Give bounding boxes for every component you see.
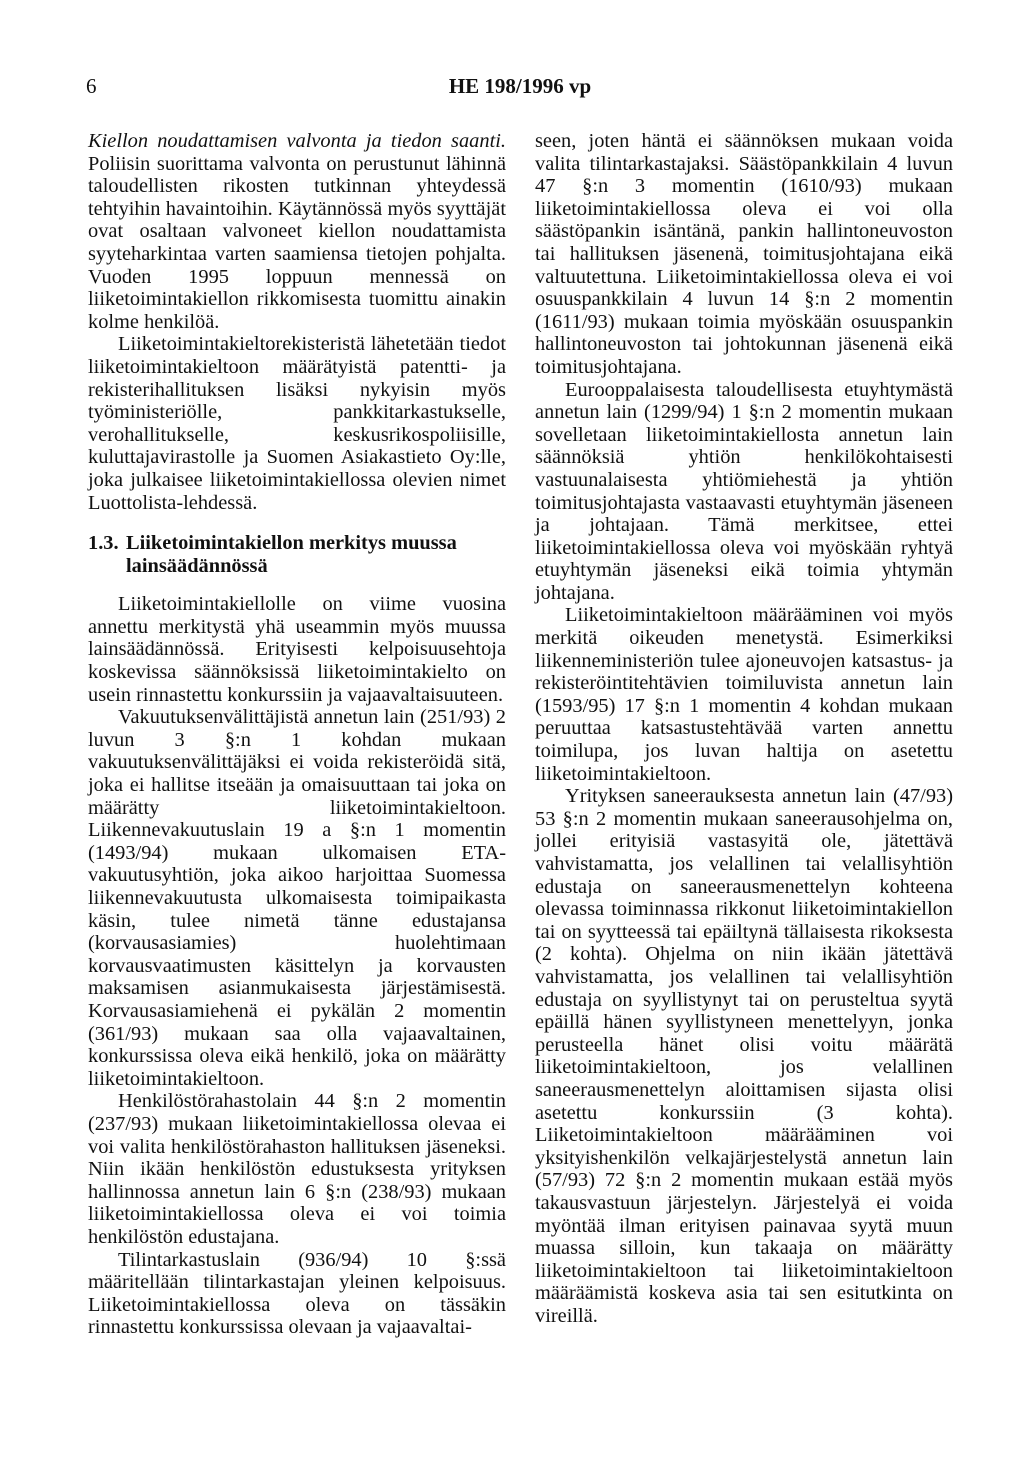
paragraph-text: Poliisin suorittama valvonta on perustunut lähinnä taloudellisten rikosten tutkinnan yhteydessä tehtyihin havaintoihin. Käytännössä myös syyttäjät ovat osaltaan valvoneet kiellon noudattamista syyteharkintaa varten saamiensa tietojen pohjalta. Vuoden 1995 loppuun mennessä on liiketoimintakiellon rikkomisesta tuomittu ainakin kolme henkilöä. bbox=[88, 152, 506, 333]
paragraph: Yrityksen saneerauksesta annetun lain (47/93) 53 §:n 2 momentin mukaan saneerausohjelma on, jollei erityisiä vastasyitä ole, jätettävä vahvistamatta, jos velallinen tai velallisyhtiön edustaja on saneerausmenettelyn kohteena olevassa toiminnassa rikkonut liiketoimintakiellon tai on syytteessä tai epäiltynä tällaisesta rikoksesta (2 kohta). Ohjelma on niin ikään jätettävä vahvistamatta, jos velallinen tai velallisyhtiön edustaja on syyllistynyt tai on perusteltua syytä epäillä hänen syyllistyneen menettelyyn, jonka perusteella hänet olisi voitu määrätä liiketoimintakieltoon, jos velallinen saneerausmenettelyn aloittamisen sijasta olisi asetettu konkurssiin (3 kohta). Liiketoimintakieltoon määrääminen voi yksityishenkilön velkajärjestelystä annetun lain (57/93) 72 §:n 2 momentin mukaan estää myös takausvastuun järjestelyn. Järjestelyä ei voida myöntää ilman erityisen painavaa syytä muun muassa silloin, kun takaaja on määrätty liiketoimintakieltoon tai liiketoimintakieltoon määräämistä koskeva asia tai sen esitutkinta on vireillä. bbox=[535, 785, 953, 1327]
paragraph: Tilintarkastuslain (936/94) 10 §:ssä määritellään tilintarkastajan yleinen kelpoisuus. Liiketoimintakiellossa oleva on tässäkin rinnastettu konkurssissa olevaan ja vajaavaltai- bbox=[88, 1248, 506, 1339]
left-column bbox=[88, 130, 506, 1339]
run-in-heading: Kiellon noudattamisen valvonta ja tiedon saanti. bbox=[88, 130, 506, 152]
section-heading bbox=[88, 532, 506, 577]
paragraph: Liiketoimintakieltorekisteristä lähetetään tiedot liiketoimintakieltoon määrätyistä patentti- ja rekisterihallituksen lisäksi nykyisin myös työministeriölle, pankkitarkastukselle, verohallitukselle, keskusrikospoliisille, kuluttajavirastolle ja Suomen Asiakastieto Oy:lle, joka julkaisee liiketoimintakiellossa olevien nimet Luottolista-lehdessä. bbox=[88, 333, 506, 514]
running-title: HE 198/1996 vp bbox=[448, 74, 592, 98]
section-number: 1.3. bbox=[88, 532, 119, 555]
paragraph: Henkilöstörahastolain 44 §:n 2 momentin (237/93) mukaan liiketoimintakiellossa olevaa ei voi valita henkilöstörahaston hallituksen jäseneksi. Niin ikään henkilöstön edustuksesta yrityksen hallinnossa annetun lain 6 §:n (238/93) mukaan liiketoimintakiellossa oleva ei voi toimia henkilöstön edustajana. bbox=[88, 1090, 506, 1248]
paragraph: Liiketoimintakieltoon määrääminen voi myös merkitä oikeuden menetystä. Esimerkiksi liikenneministeriön tulee ajoneuvojen katsastus- ja rekisteröintitehtävien toimiluvista annetun lain (1593/95) 17 §:n 1 momentin 4 kohdan mukaan peruuttaa katsastustehtävää varten annettu toimilupa, jos luvan haltija on asetettu liiketoimintakieltoon. bbox=[535, 604, 953, 785]
paragraph: Liiketoimintakiellolle on viime vuosina annettu merkitystä yhä useammin myös muussa lainsäädännössä. Erityisesti kelpoisuusehtoja koskevissa säännöksissä liiketoimintakielto on usein rinnastettu konkurssiin ja vajaavaltaisuuteen. bbox=[88, 593, 506, 706]
page-number: 6 bbox=[86, 74, 97, 98]
right-column bbox=[535, 130, 953, 1327]
section-title: Liiketoimintakiellon merkitys muussa lainsäädännössä bbox=[126, 532, 457, 577]
paragraph: Eurooppalaisesta taloudellisesta etuyhtymästä annetun lain (1299/94) 1 §:n 2 momentin mukaan sovelletaan liiketoimintakiellosta annetun lain säännöksiä yhtiön henkilökohtaisesti vastuunalaisesta yhtiömiehestä ja yhtiön toimitusjohtajasta vastaavasti etuyhtymän jäseneen ja johtajaan. Tämä merkitsee, ettei liiketoimintakiellossa oleva voi myöskään ryhtyä etuyhtymän jäseneksi eikä toimia yhtymän johtajana. bbox=[535, 378, 953, 604]
paragraph bbox=[88, 130, 506, 333]
paragraph-continuation: seen, joten häntä ei säännöksen mukaan voida valita tilintarkastajaksi. Säästöpankkilain 4 luvun 47 §:n 3 momentin (1610/93) mukaan liiketoimintakiellossa oleva ei voi olla säästöpankin isäntänä, pankin hallintoneuvoston tai hallituksen jäsenenä, toimitusjohtajana eikä valtuutettuna. Liiketoimintakiellossa oleva ei voi osuuspankkilain 4 luvun 14 §:n 2 momentin (1611/93) mukaan toimia myöskään osuuspankin hallintoneuvoston tai johtokunnan jäsenenä eikä toimitusjohtajana. bbox=[535, 130, 953, 378]
paragraph: Vakuutuksenvälittäjistä annetun lain (251/93) 2 luvun 3 §:n 1 kohdan mukaan vakuutuksenvälittäjäksi ei voida rekisteröidä sitä, joka ei hallitse itseään ja omaisuuttaan tai joka on määrätty liiketoimintakieltoon. Liikennevakuutuslain 19 a §:n 1 momentin (1493/94) mukaan ulkomaisen ETA-vakuutusyhtiön, joka aikoo harjoittaa Suomessa liikennevakuutusta ulkomaisesta toimipaikasta käsin, tulee nimetä tänne edustajansa (korvausasiamies) huolehtimaan korvausvaatimusten käsittelyn ja korvausten maksamisen asianmukaisesta järjestämisestä. Korvausasiamiehenä ei pykälän 2 momentin (361/93) mukaan saa olla vajaavaltainen, konkurssissa oleva eikä henkilö, joka on määrätty liiketoimintakieltoon. bbox=[88, 706, 506, 1090]
